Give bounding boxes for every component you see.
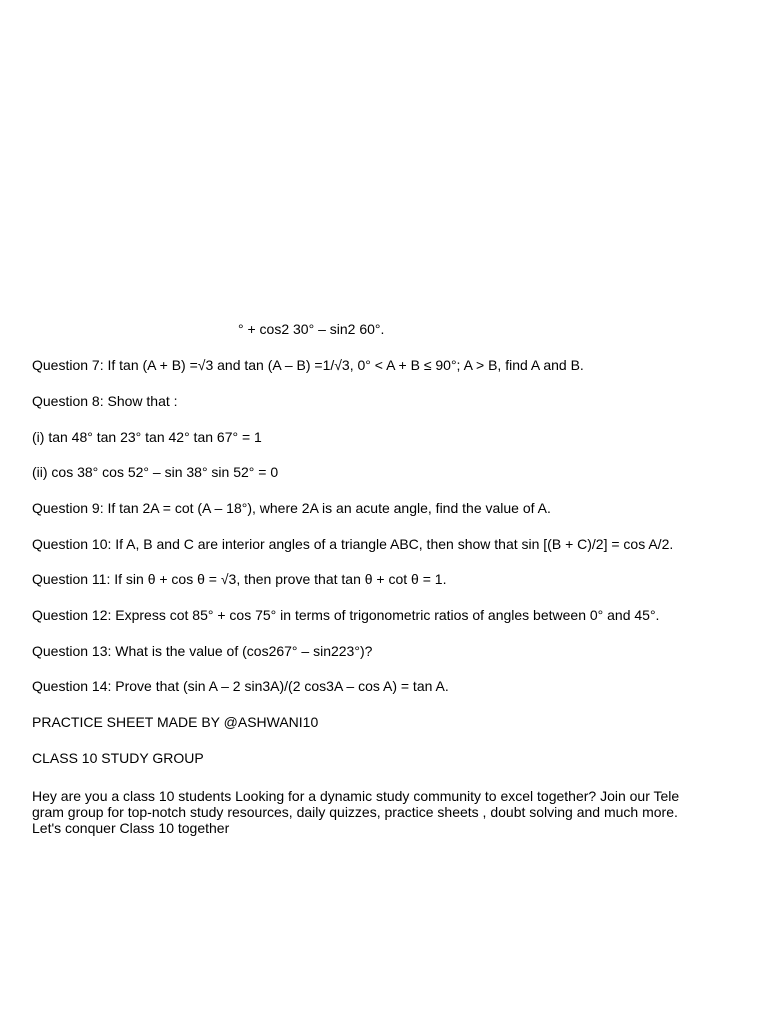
question-9: Question 9: If tan 2A = cot (A – 18°), where 2A is an acute angle, find the value of A. bbox=[32, 500, 551, 516]
question-12: Question 12: Express cot 85° + cos 75° in terms of trigonometric ratios of angles between 0° and 45°. bbox=[32, 607, 660, 623]
question-14: Question 14: Prove that (sin A – 2 sin3A)/(2 cos3A – cos A) = tan A. bbox=[32, 678, 449, 694]
question-10: Question 10: If A, B and C are interior angles of a triangle ABC, then show that sin [(B + C)/2] = cos A/2. bbox=[32, 536, 674, 552]
question-13: Question 13: What is the value of (cos267° – sin223°)? bbox=[32, 643, 373, 659]
study-group-title: CLASS 10 STUDY GROUP bbox=[32, 750, 204, 766]
question-8: Question 8: Show that : bbox=[32, 393, 178, 409]
question-8-part-i: (i) tan 48° tan 23° tan 42° tan 67° = 1 bbox=[32, 429, 262, 445]
question-8-part-ii: (ii) cos 38° cos 52° – sin 38° sin 52° = 0 bbox=[32, 464, 279, 480]
promo-line: Hey are you a class 10 students Looking for a dynamic study community to excel together? Join our Tele bbox=[32, 788, 680, 804]
question-7: Question 7: If tan (A + B) =√3 and tan (A – B) =1/√3, 0° < A + B ≤ 90°; A > B, find A and B. bbox=[32, 357, 584, 373]
promo-line: gram group for top-notch study resources, daily quizzes, practice sheets , doubt solving and much more. bbox=[32, 804, 678, 820]
equation-fragment: ° + cos2 30° – sin2 60°. bbox=[238, 321, 385, 337]
question-11: Question 11: If sin θ + cos θ = √3, then prove that tan θ + cot θ = 1. bbox=[32, 571, 447, 587]
practice-sheet-credit: PRACTICE SHEET MADE BY @ASHWANI10 bbox=[32, 714, 319, 730]
study-group-promo bbox=[32, 788, 738, 836]
promo-line: Let's conquer Class 10 together bbox=[32, 820, 230, 836]
